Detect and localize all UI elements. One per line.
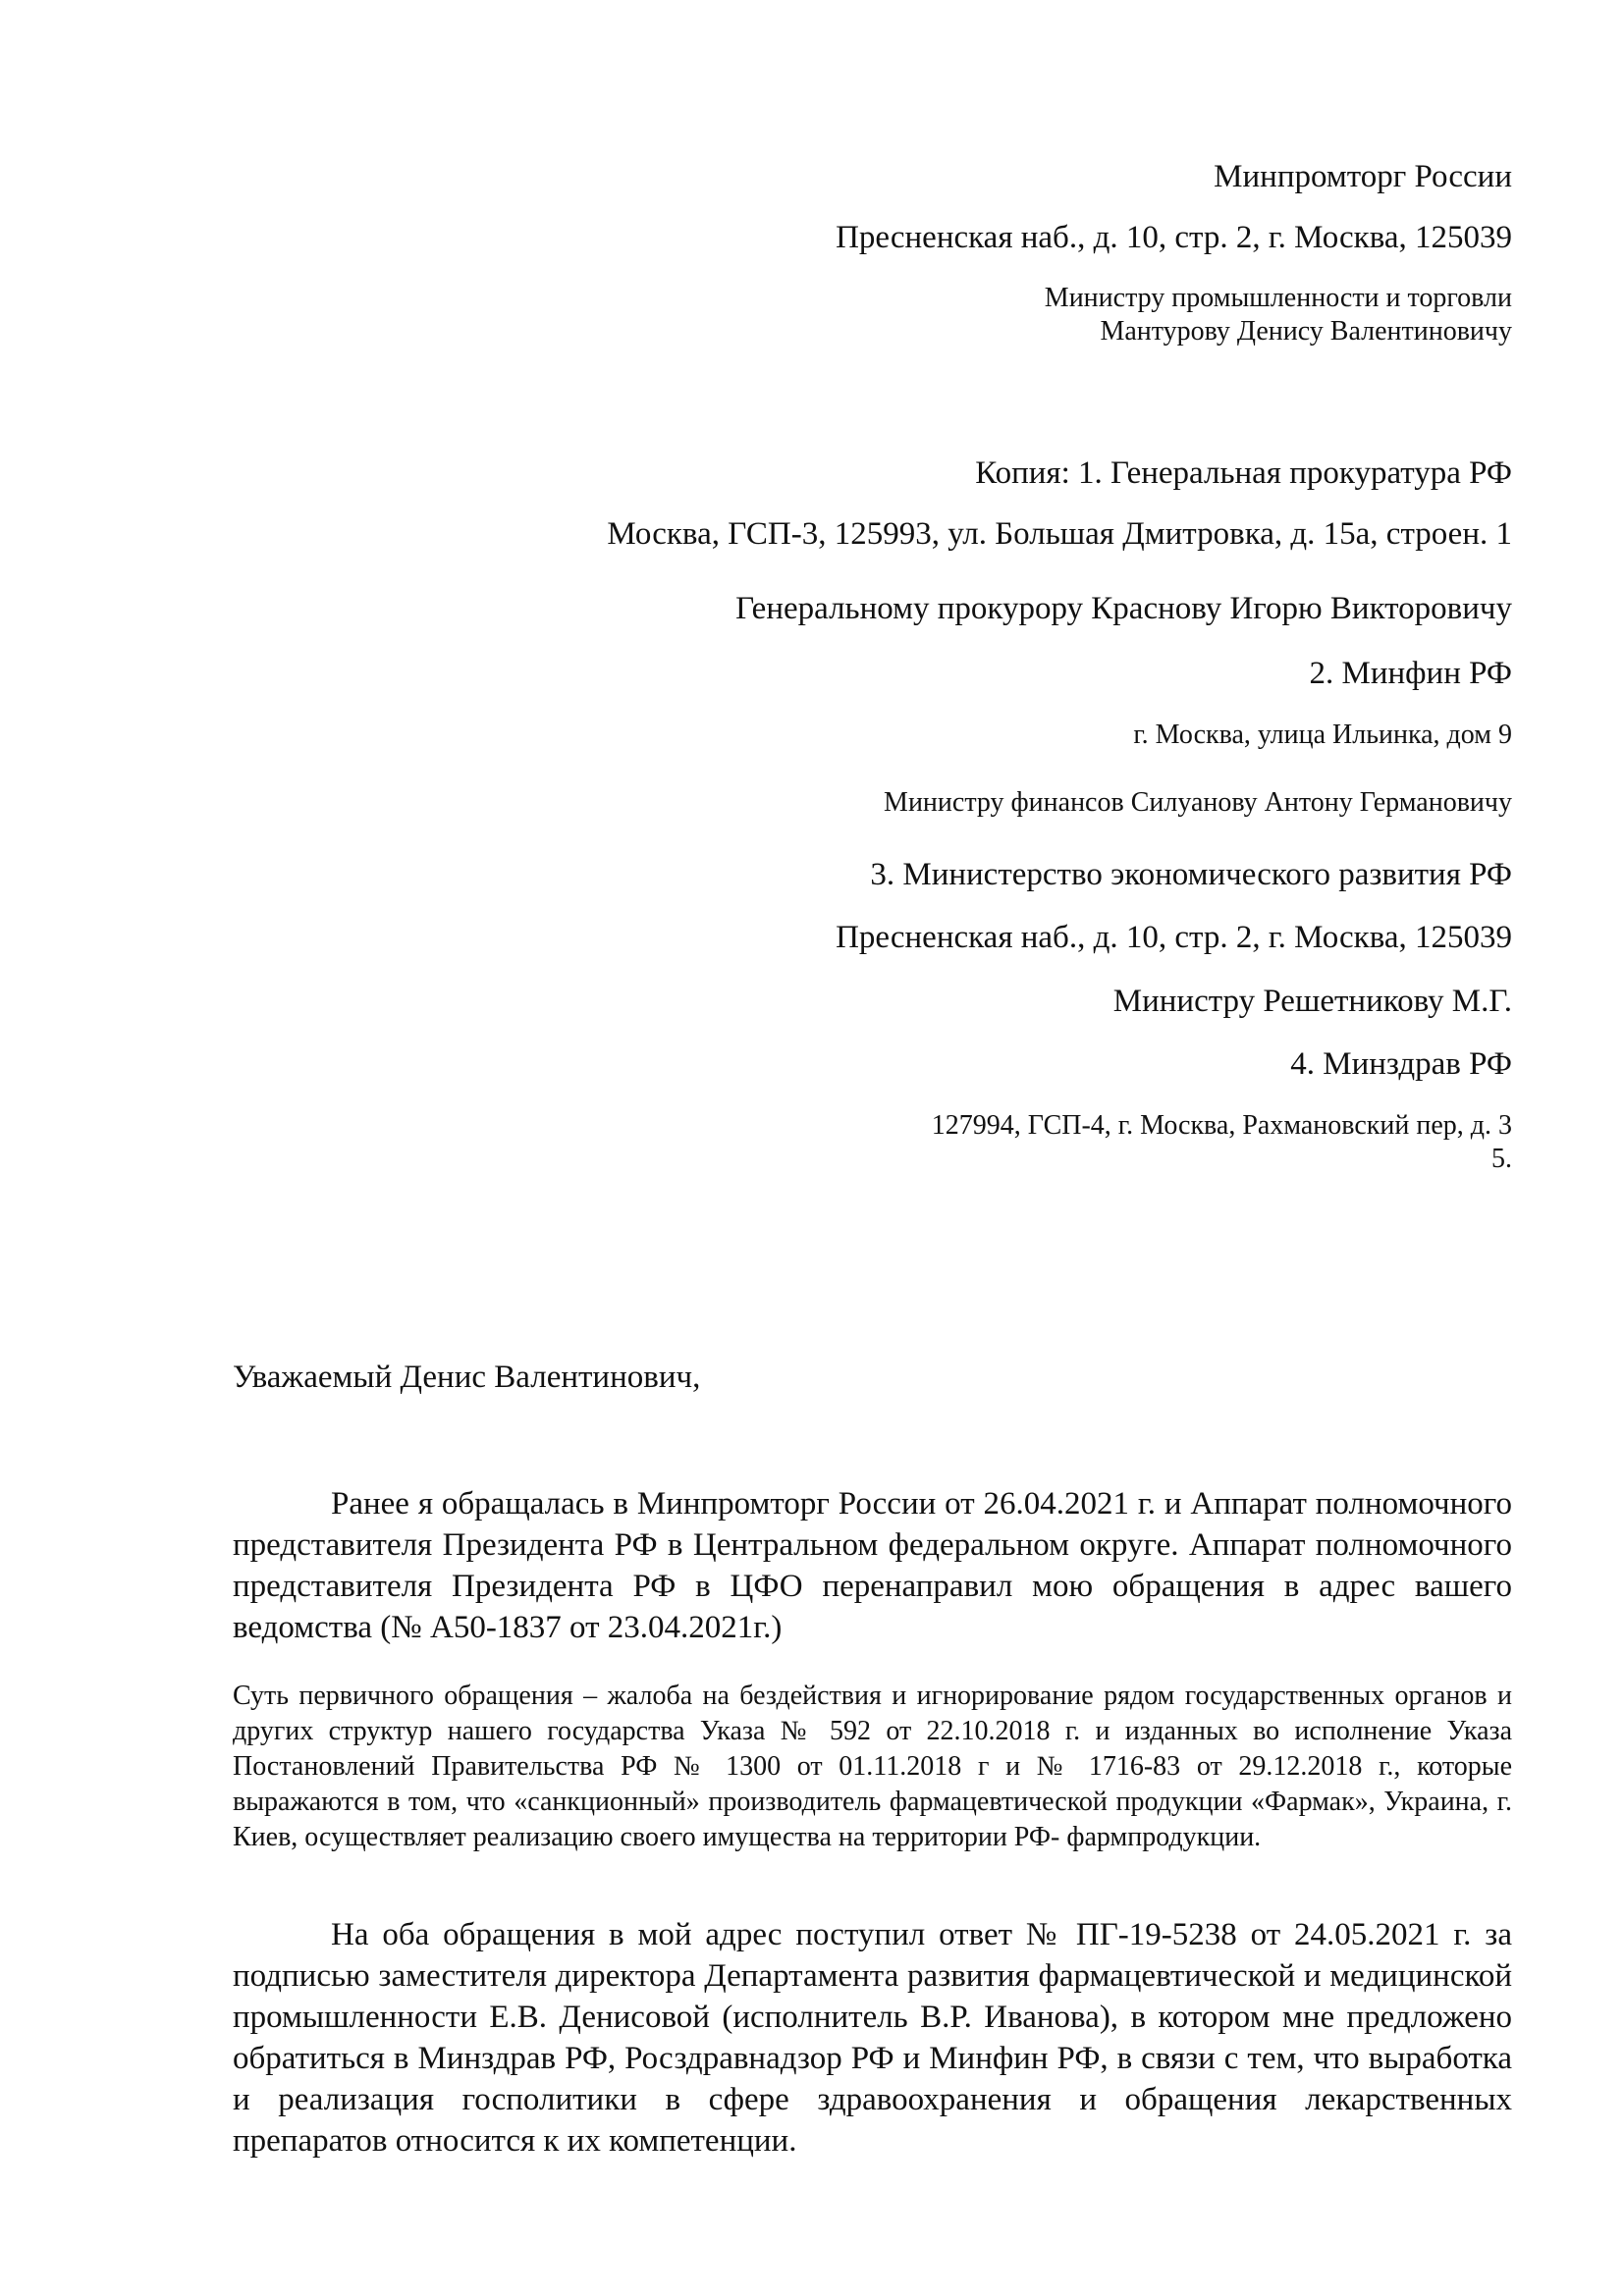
copy-3-person: Министру Решетникову М.Г. xyxy=(1112,984,1512,1019)
recipient-position: Министру промышленности и торговли xyxy=(1044,283,1512,313)
copy-4-title: 4. Минздрав РФ xyxy=(1290,1046,1512,1082)
copy-2-title: 2. Минфин РФ xyxy=(1309,656,1512,691)
copy-2-address: г. Москва, улица Ильинка, дом 9 xyxy=(1133,720,1512,750)
copy-1-title: Копия: 1. Генеральная прокуратура РФ xyxy=(975,455,1512,491)
copy-3-title: 3. Министерство экономического развития РФ xyxy=(870,857,1512,892)
copy-3-address: Пресненская наб., д. 10, стр. 2, г. Москва, 125039 xyxy=(836,920,1512,955)
copy-1-person: Генеральному прокурору Краснову Игорю Викторовичу xyxy=(735,591,1512,626)
recipient-org: Минпромторг России xyxy=(1214,159,1512,194)
recipient-address: Пресненская наб., д. 10, стр. 2, г. Москва, 125039 xyxy=(836,220,1512,255)
copy-4-address: 127994, ГСП-4, г. Москва, Рахмановский пер, д. 3 xyxy=(931,1110,1512,1141)
copy-1-address: Москва, ГСП-3, 125993, ул. Большая Дмитровка, д. 15а, строен. 1 xyxy=(607,516,1512,552)
copy-5-title: 5. xyxy=(1491,1144,1512,1174)
paragraph-2: Суть первичного обращения – жалоба на бездействия и игнорирование рядом государственных органов и других структур нашего государства Указа № 592 от 22.10.2018 г. и изданных во исполнение Указа Постановлений Правительства РФ № 1300 от 01.11.2018 г и № 1716-83 от 29.12.2018 г., которые выражаются в том, что «санкционный» производитель фармацевтической продукции «Фармак», Украина, г. Киев, осуществляет реализацию своего имущества на территории РФ- фармпродукции. xyxy=(233,1681,1512,1852)
paragraph-3: На оба обращения в мой адрес поступил ответ № ПГ-19-5238 от 24.05.2021 г. за подписью заместителя директора Департамента развития фармацевтической и медицинской промышленности Е.В. Денисовой (исполнитель В.Р. Иванова), в котором мне предложено обратиться в Минздрав РФ, Росздравнадзор РФ и Минфин РФ, в связи с тем, что выработка и реализация госполитики в сфере здравоохранения и обращения лекарственных препаратов относится к их компетенции. xyxy=(233,1917,1512,2159)
paragraph-1: Ранее я обращалась в Минпромторг России от 26.04.2021 г. и Аппарат полномочного представителя Президента РФ в Центральном федеральном округе. Аппарат полномочного представителя Президента РФ в ЦФО перенаправил мою обращения в адрес вашего ведомства (№ А50-1837 от 23.04.2021г.) xyxy=(233,1486,1512,1645)
copy-2-person: Министру финансов Силуанову Антону Германовичу xyxy=(884,787,1512,818)
greeting: Уважаемый Денис Валентинович, xyxy=(233,1360,701,1395)
recipient-name: Мантурову Денису Валентиновичу xyxy=(1100,316,1512,347)
